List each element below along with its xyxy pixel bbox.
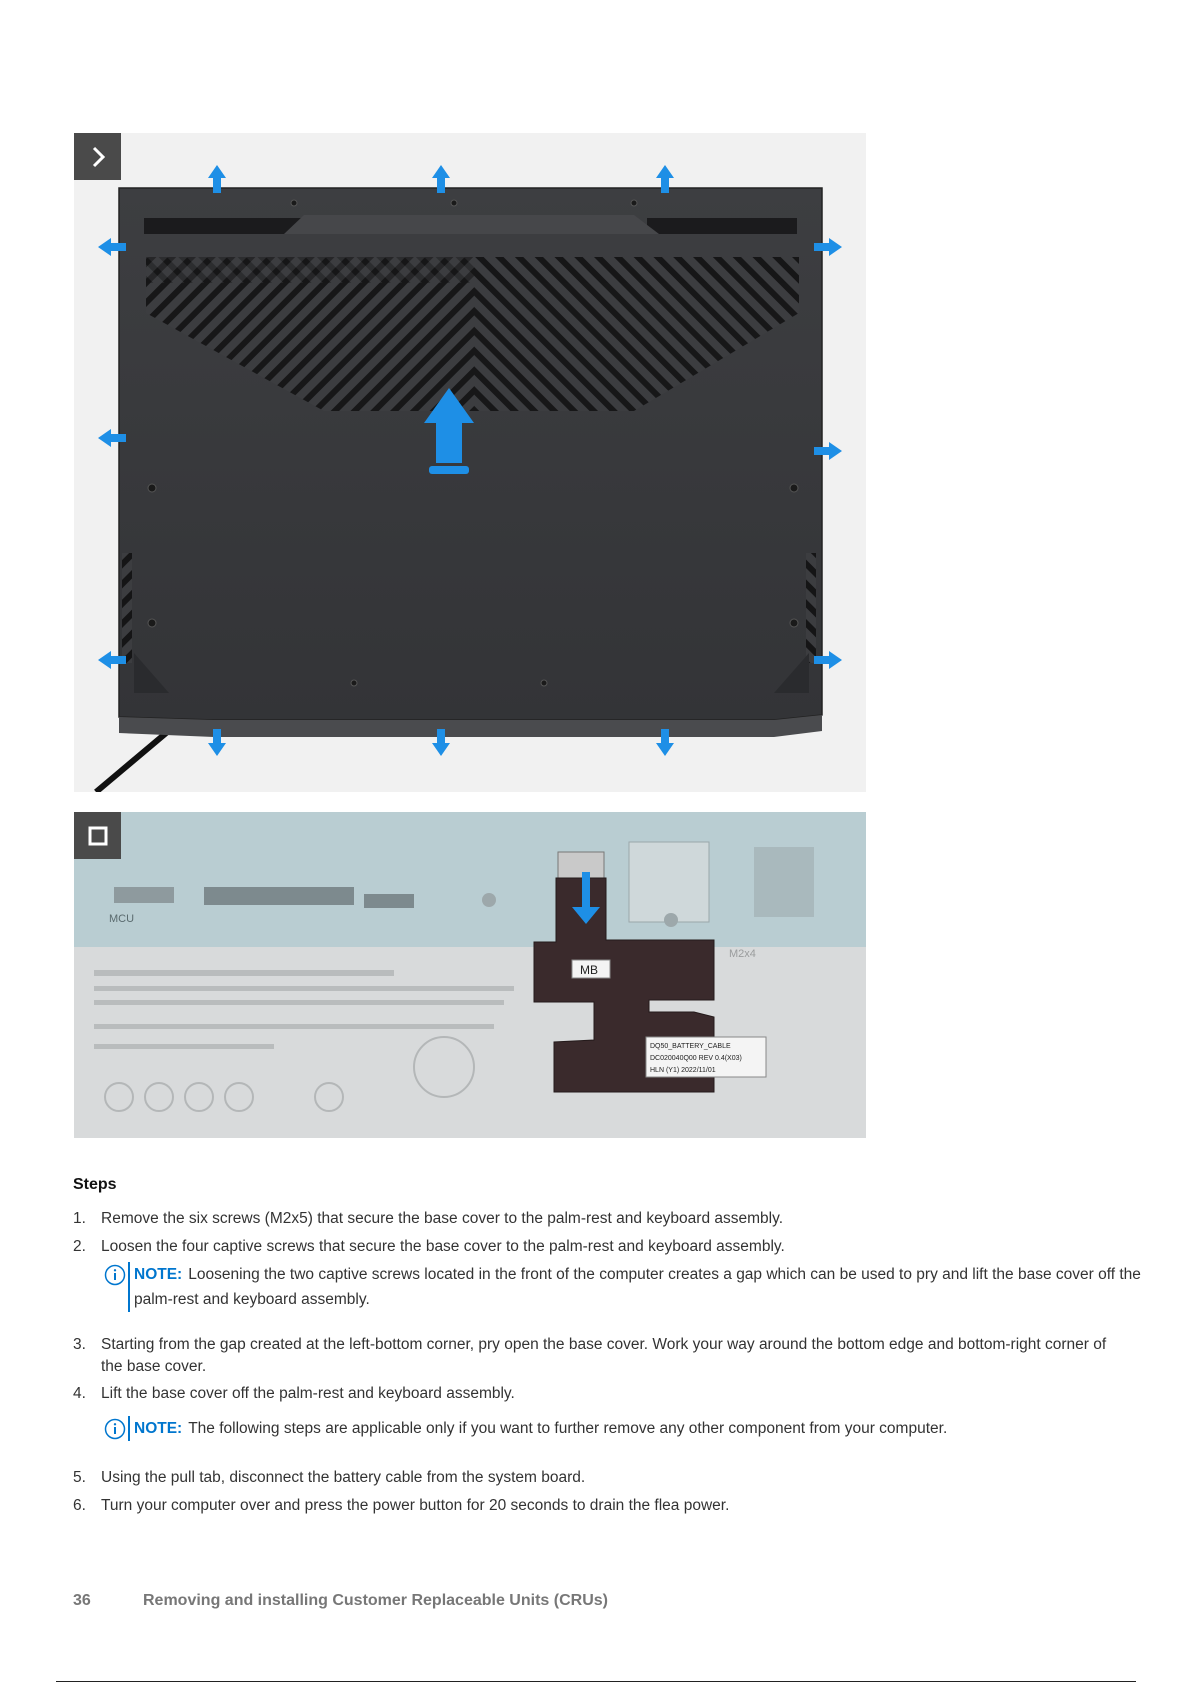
step-text: Loosen the four captive screws that secure the base cover to the palm-rest and keyboard assembly. [101,1238,785,1255]
mb-tag: MB [580,963,598,977]
note-bar [128,1262,130,1312]
step-number: 4. [73,1385,86,1402]
square-stop-icon [85,823,111,849]
step-number: 5. [73,1469,86,1486]
note-captive-screws [104,1262,1146,1312]
step-number: 3. [73,1336,86,1353]
step-number: 1. [73,1210,86,1227]
cable-label-line2: DC020040Q00 REV 0.4(X03) [650,1055,742,1062]
step-text: Lift the base cover off the palm-rest and keyboard assembly. [101,1385,515,1402]
note-text: The following steps are applicable only if you want to further remove any other component from your computer. [188,1420,948,1437]
note-label: NOTE: [134,1420,183,1437]
note-further-removal [104,1416,1146,1441]
note-text: Loosening the two captive screws located in the front of the computer creates a gap which can be used to pry and lift the base cover off the palm-rest and keyboard assembly. [134,1266,1141,1308]
figure-base-cover [74,133,866,792]
figure-battery-cable [74,812,866,1138]
step-text: Starting from the gap created at the left-bottom corner, pry open the base cover. Work your way around the bottom edge and bottom-right corner of the base cover. [101,1336,1107,1375]
steps-heading: Steps [73,1176,117,1193]
step-4 [73,1383,1121,1405]
base-cover-illustration [74,133,866,792]
step-3 [73,1334,1121,1378]
step-text: Remove the six screws (M2x5) that secure the base cover to the palm-rest and keyboard assembly. [101,1210,784,1227]
step-2 [73,1236,1121,1258]
page-number: 36 [73,1592,91,1609]
step-number: 6. [73,1497,86,1514]
step-badge-next [74,133,121,180]
chevron-right-icon [85,144,111,170]
note-bar [128,1416,130,1441]
step-text: Using the pull tab, disconnect the battery cable from the system board. [101,1469,586,1486]
step-1 [73,1208,1121,1230]
bottom-rule [56,1681,1136,1682]
info-icon [104,1418,126,1440]
step-5 [73,1467,1121,1489]
step-6 [73,1495,1121,1517]
footer-section-title: Removing and installing Customer Replaceable Units (CRUs) [143,1592,608,1609]
info-icon [104,1264,126,1286]
battery-cable-illustration [74,812,866,1138]
cable-label-line3: HLN (Y1) 2022/11/01 [650,1067,716,1074]
note-label: NOTE: [134,1266,183,1283]
step-badge-stop [74,812,121,859]
cable-label-line1: DQ50_BATTERY_CABLE [650,1043,731,1050]
m2x4-label: M2x4 [729,948,756,960]
mcu-label: MCU [109,913,135,925]
step-text: Turn your computer over and press the power button for 20 seconds to drain the flea power. [101,1497,730,1514]
step-number: 2. [73,1238,86,1255]
